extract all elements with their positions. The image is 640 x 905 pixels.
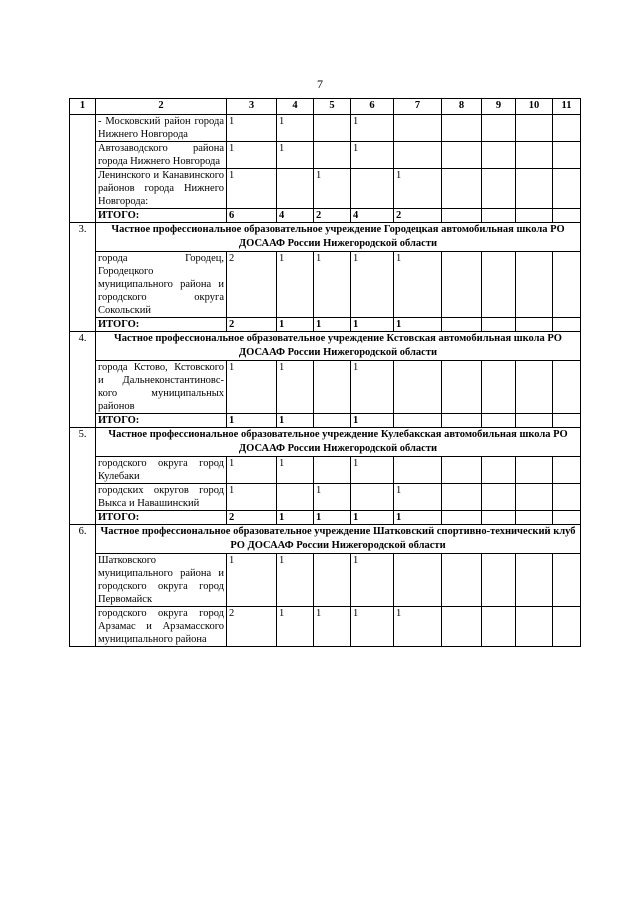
value-cell xyxy=(351,169,394,209)
total-value-cell: 1 xyxy=(277,318,314,332)
section-number xyxy=(70,115,96,223)
organization-row xyxy=(70,223,581,252)
value-cell xyxy=(394,115,442,142)
column-header-2: 2 xyxy=(96,99,227,115)
value-cell xyxy=(553,554,581,607)
total-value-cell: 1 xyxy=(277,511,314,525)
total-value-cell: 1 xyxy=(314,511,351,525)
value-cell xyxy=(482,554,516,607)
total-value-cell: 1 xyxy=(351,318,394,332)
value-cell: 1 xyxy=(227,115,277,142)
total-label: ИТОГО: xyxy=(96,318,227,332)
value-cell xyxy=(482,607,516,647)
section-number: 6. xyxy=(70,525,96,647)
organization-row xyxy=(70,332,581,361)
district-name: городских округов город Выкса и Навашинский xyxy=(96,484,227,511)
value-cell xyxy=(516,252,553,318)
value-cell xyxy=(277,484,314,511)
value-cell xyxy=(442,169,482,209)
value-cell xyxy=(516,457,553,484)
total-value-cell: 1 xyxy=(351,414,394,428)
total-value-cell: 1 xyxy=(314,318,351,332)
total-value-cell xyxy=(516,209,553,223)
table-row xyxy=(70,169,581,209)
value-cell: 1 xyxy=(351,457,394,484)
total-value-cell xyxy=(482,209,516,223)
value-cell: 1 xyxy=(277,252,314,318)
total-value-cell xyxy=(516,414,553,428)
total-value-cell xyxy=(516,511,553,525)
value-cell: 1 xyxy=(277,142,314,169)
table-row xyxy=(70,115,581,142)
value-cell: 1 xyxy=(277,457,314,484)
value-cell xyxy=(516,484,553,511)
total-value-cell xyxy=(516,318,553,332)
value-cell: 1 xyxy=(351,554,394,607)
value-cell: 2 xyxy=(227,607,277,647)
total-value-cell: 2 xyxy=(314,209,351,223)
table-row xyxy=(70,457,581,484)
total-label: ИТОГО: xyxy=(96,414,227,428)
total-value-cell xyxy=(442,511,482,525)
value-cell: 1 xyxy=(394,169,442,209)
value-cell xyxy=(553,607,581,647)
value-cell xyxy=(516,142,553,169)
value-cell xyxy=(442,607,482,647)
value-cell xyxy=(482,142,516,169)
organization-name: Частное профессиональное образовательное учреждение Городецкая автомобильная школа РО ДОСААФ России Нижегородской области xyxy=(96,223,581,252)
column-header-4: 4 xyxy=(277,99,314,115)
organization-row xyxy=(70,428,581,457)
column-header-1: 1 xyxy=(70,99,96,115)
total-value-cell: 1 xyxy=(351,511,394,525)
value-cell: 2 xyxy=(227,252,277,318)
column-header-9: 9 xyxy=(482,99,516,115)
district-name: городского округа город Арзамас и Арзамасского муниципального района xyxy=(96,607,227,647)
table-row xyxy=(70,142,581,169)
value-cell xyxy=(442,252,482,318)
total-value-cell xyxy=(553,209,581,223)
total-value-cell: 2 xyxy=(394,209,442,223)
column-header-7: 7 xyxy=(394,99,442,115)
value-cell xyxy=(516,169,553,209)
value-cell: 1 xyxy=(277,115,314,142)
value-cell: 1 xyxy=(277,554,314,607)
total-value-cell xyxy=(442,318,482,332)
value-cell xyxy=(516,607,553,647)
value-cell xyxy=(394,361,442,414)
total-value-cell: 1 xyxy=(227,414,277,428)
value-cell xyxy=(442,457,482,484)
value-cell xyxy=(314,361,351,414)
total-value-cell xyxy=(553,414,581,428)
value-cell: 1 xyxy=(227,457,277,484)
value-cell: 1 xyxy=(394,252,442,318)
value-cell: 1 xyxy=(227,169,277,209)
organization-name: Частное профессиональное образовательное учреждение Кулебакская автомобильная школа РО ДОСААФ России Нижегородской области xyxy=(96,428,581,457)
value-cell: 1 xyxy=(351,361,394,414)
table-row xyxy=(70,252,581,318)
total-row xyxy=(70,414,581,428)
total-value-cell: 1 xyxy=(277,414,314,428)
section-number: 5. xyxy=(70,428,96,525)
district-name: Ленинского и Канавинского районов города Нижнего Новгорода: xyxy=(96,169,227,209)
column-header-11: 11 xyxy=(553,99,581,115)
organization-name: Частное профессиональное образовательное учреждение Шатковский спортивно-технический клуб РО ДОСААФ России Нижегородской области xyxy=(96,525,581,554)
value-cell xyxy=(314,115,351,142)
value-cell xyxy=(482,115,516,142)
value-cell xyxy=(442,484,482,511)
value-cell xyxy=(482,169,516,209)
section-number: 4. xyxy=(70,332,96,428)
organization-row xyxy=(70,525,581,554)
total-value-cell: 2 xyxy=(227,318,277,332)
value-cell xyxy=(516,554,553,607)
total-value-cell: 2 xyxy=(227,511,277,525)
total-label: ИТОГО: xyxy=(96,209,227,223)
column-header-6: 6 xyxy=(351,99,394,115)
value-cell xyxy=(442,142,482,169)
value-cell: 1 xyxy=(227,484,277,511)
value-cell xyxy=(482,457,516,484)
allocation-table xyxy=(69,98,581,647)
total-value-cell xyxy=(394,414,442,428)
value-cell: 1 xyxy=(277,607,314,647)
value-cell xyxy=(553,115,581,142)
value-cell xyxy=(482,252,516,318)
district-name: городского округа город Кулебаки xyxy=(96,457,227,484)
value-cell: 1 xyxy=(394,607,442,647)
value-cell xyxy=(314,554,351,607)
table-row xyxy=(70,607,581,647)
header-row xyxy=(70,99,581,115)
value-cell xyxy=(314,457,351,484)
value-cell xyxy=(442,361,482,414)
page-number: 7 xyxy=(317,77,323,91)
table-row xyxy=(70,554,581,607)
total-row xyxy=(70,209,581,223)
table-row xyxy=(70,361,581,414)
total-value-cell: 4 xyxy=(277,209,314,223)
value-cell: 1 xyxy=(314,607,351,647)
district-name: города Городец, Городецкого муниципального района и городского округа Сокольский xyxy=(96,252,227,318)
value-cell xyxy=(516,361,553,414)
total-value-cell xyxy=(482,318,516,332)
value-cell xyxy=(351,484,394,511)
column-header-8: 8 xyxy=(442,99,482,115)
value-cell xyxy=(553,252,581,318)
value-cell: 1 xyxy=(351,607,394,647)
section-number: 3. xyxy=(70,223,96,332)
value-cell xyxy=(394,142,442,169)
total-value-cell: 6 xyxy=(227,209,277,223)
value-cell xyxy=(482,484,516,511)
district-name: - Московский район города Нижнего Новгорода xyxy=(96,115,227,142)
value-cell: 1 xyxy=(351,142,394,169)
total-value-cell: 1 xyxy=(394,318,442,332)
table-row xyxy=(70,484,581,511)
total-value-cell xyxy=(442,209,482,223)
value-cell xyxy=(553,484,581,511)
value-cell: 1 xyxy=(227,361,277,414)
value-cell: 1 xyxy=(394,484,442,511)
value-cell: 1 xyxy=(227,142,277,169)
value-cell xyxy=(394,554,442,607)
value-cell: 1 xyxy=(314,484,351,511)
value-cell xyxy=(314,142,351,169)
value-cell: 1 xyxy=(351,115,394,142)
total-value-cell xyxy=(553,318,581,332)
value-cell: 1 xyxy=(351,252,394,318)
total-value-cell xyxy=(442,414,482,428)
total-value-cell xyxy=(314,414,351,428)
value-cell xyxy=(553,361,581,414)
value-cell xyxy=(516,115,553,142)
total-row xyxy=(70,511,581,525)
value-cell xyxy=(442,554,482,607)
value-cell xyxy=(442,115,482,142)
column-header-10: 10 xyxy=(516,99,553,115)
column-header-3: 3 xyxy=(227,99,277,115)
total-value-cell xyxy=(482,414,516,428)
district-name: Шатковского муниципального района и городского округа город Первомайск xyxy=(96,554,227,607)
value-cell: 1 xyxy=(314,169,351,209)
total-label: ИТОГО: xyxy=(96,511,227,525)
value-cell xyxy=(394,457,442,484)
total-value-cell xyxy=(553,511,581,525)
district-name: города Кстово, Кстовского и Дальнеконстантиновс-кого муниципальных районов xyxy=(96,361,227,414)
value-cell: 1 xyxy=(227,554,277,607)
total-row xyxy=(70,318,581,332)
column-header-5: 5 xyxy=(314,99,351,115)
value-cell xyxy=(277,169,314,209)
value-cell: 1 xyxy=(314,252,351,318)
total-value-cell: 1 xyxy=(394,511,442,525)
organization-name: Частное профессиональное образовательное учреждение Кстовская автомобильная школа РО ДОСААФ России Нижегородской области xyxy=(96,332,581,361)
value-cell xyxy=(553,169,581,209)
district-name: Автозаводского района города Нижнего Новгорода xyxy=(96,142,227,169)
value-cell xyxy=(482,361,516,414)
value-cell xyxy=(553,457,581,484)
total-value-cell xyxy=(482,511,516,525)
total-value-cell: 4 xyxy=(351,209,394,223)
value-cell xyxy=(553,142,581,169)
value-cell: 1 xyxy=(277,361,314,414)
